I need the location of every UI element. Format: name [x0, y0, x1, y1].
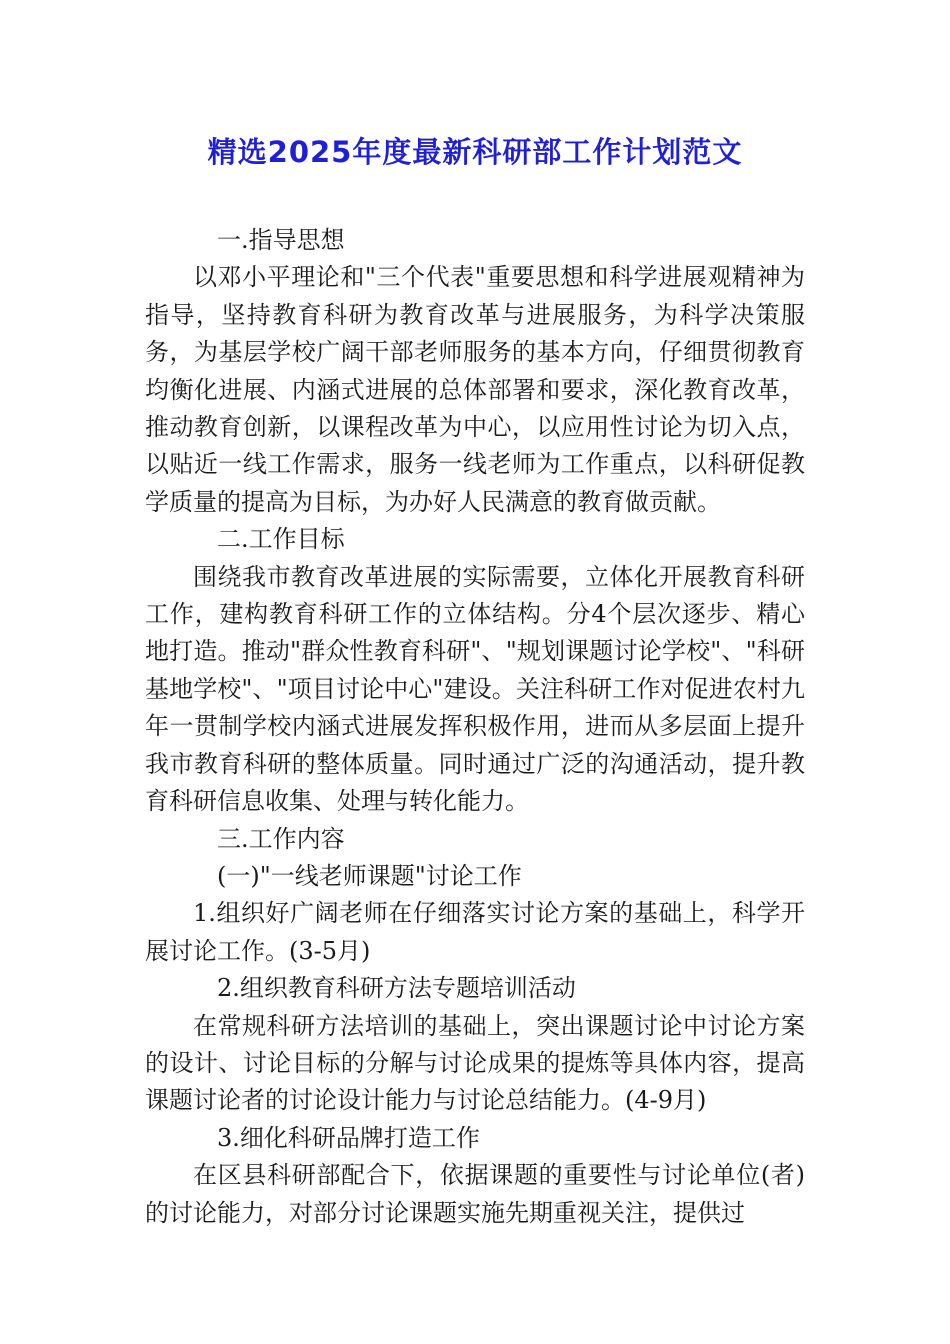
section-heading: 一.指导思想 [217, 226, 345, 254]
section-heading: 二.工作目标 [217, 525, 345, 554]
body-paragraph: 在常规科研方法培训的基础上，突出课题讨论中讨论方案的设计、讨论目标的分解与讨论成果的提炼等具体内容，提高课题讨论者的讨论设计能力与讨论总结能力。(4-9月) [145, 1011, 805, 1115]
section-heading: 三.工作内容 [217, 824, 345, 853]
document-body [145, 222, 805, 1232]
section-heading: 2.组织教育科研方法专题培训活动 [217, 974, 576, 1003]
section-heading: (一)"一线老师课题"讨论工作 [217, 861, 522, 890]
body-paragraph: 以邓小平理论和"三个代表"重要思想和科学进展观精神为指导，坚持教育科研为教育改革与进展服务，为科学决策服务，为基层学校广阔干部老师服务的基本方向，仔细贯彻教育均衡化进展、内涵式进展的总体部署和要求，深化教育改革，推动教育创新，以课程改革为中心，以应用性讨论为切入点，以贴近一线工作需求，服务一线老师为工作重点，以科研促教学质量的提高为目标，为办好人民满意的教育做贡献。 [145, 263, 805, 516]
document-title: 精选2025年度最新科研部工作计划范文 [207, 135, 743, 169]
body-paragraph: 1.组织好广阔老师在仔细落实讨论方案的基础上，科学开展讨论工作。(3-5月) [145, 899, 805, 965]
body-paragraph: 围绕我市教育改革进展的实际需要，立体化开展教育科研工作，建构教育科研工作的立体结构。分4个层次逐步、精心地打造。推动"群众性教育科研"、"规划课题讨论学校"、"科研基地学校"、"项目讨论中心"建设。关注科研工作对促进农村九年一贯制学校内涵式进展发挥积极作用，进而从多层面上提升我市教育科研的整体质量。同时通过广泛的沟通活动，提升教育科研信息收集、处理与转化能力。 [145, 562, 805, 816]
body-paragraph: 在区县科研部配合下，依据课题的重要性与讨论单位(者)的讨论能力，对部分讨论课题实施先期重视关注，提供过 [145, 1161, 805, 1227]
section-heading: 3.细化科研品牌打造工作 [217, 1123, 480, 1152]
